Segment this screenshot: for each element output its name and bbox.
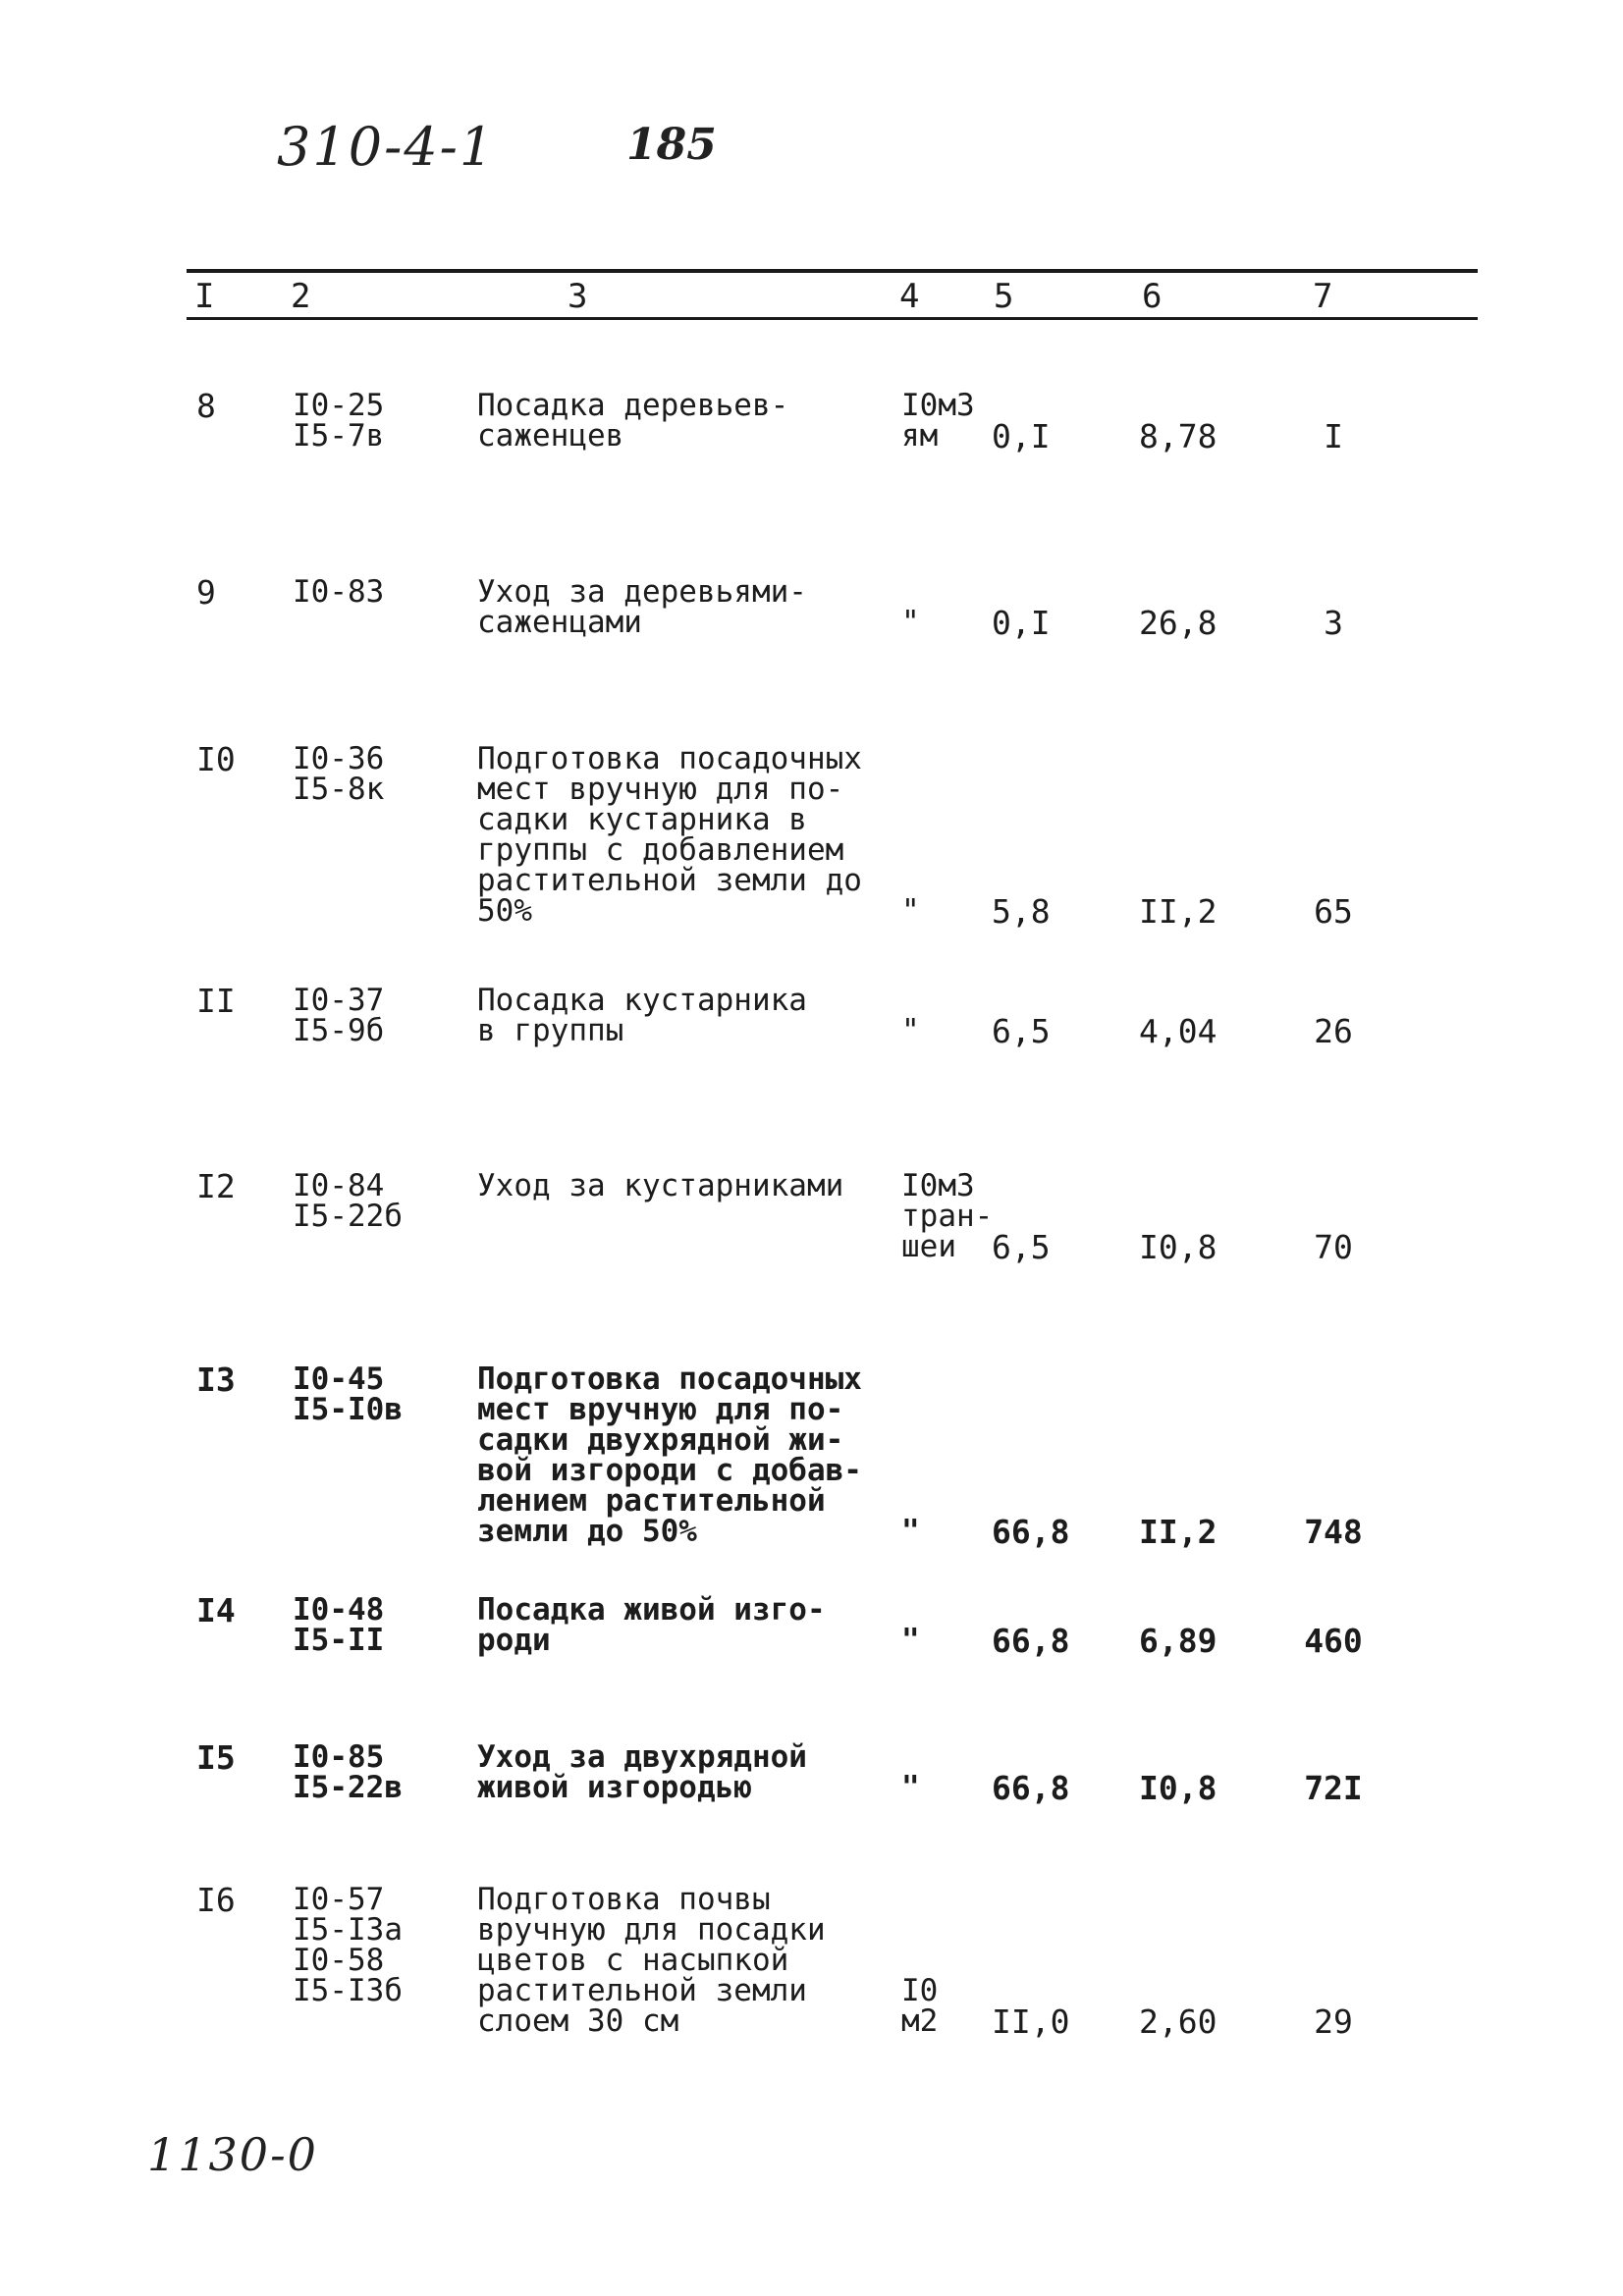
unit-cost-value: 8,78 <box>1139 417 1217 455</box>
work-description: живой изгородью <box>477 1770 752 1805</box>
norm-code: I0-57 <box>293 1882 385 1917</box>
work-description: садки двухрядной жи- <box>477 1422 844 1458</box>
quantity-value: 0,I <box>992 417 1051 455</box>
row-number: 9 <box>196 573 216 612</box>
quantity-value: 66,8 <box>992 1769 1070 1807</box>
row-number: 8 <box>196 387 216 425</box>
work-description: Уход за кустарниками <box>477 1168 844 1203</box>
norm-code: I0-25 <box>293 388 385 423</box>
norm-code: I0-85 <box>293 1739 385 1775</box>
total-cost-value: 748 <box>1304 1513 1363 1551</box>
norm-code: I0-48 <box>293 1592 385 1628</box>
norm-code: I0-84 <box>293 1168 385 1203</box>
work-description: роди <box>477 1623 551 1658</box>
column-header-2: 2 <box>291 277 311 316</box>
total-cost-value: 72I <box>1304 1769 1363 1807</box>
norm-code: I0-83 <box>293 574 385 610</box>
row-number: I0 <box>196 740 236 778</box>
unit-of-measure: " <box>901 1514 920 1549</box>
row-number: II <box>196 982 236 1020</box>
document-series-number: 310-4-1 <box>277 116 496 178</box>
unit-cost-value: I0,8 <box>1139 1769 1217 1807</box>
row-number: I2 <box>196 1167 236 1205</box>
norm-code: I5-I3а <box>293 1912 403 1948</box>
unit-of-measure: " <box>901 605 920 640</box>
work-description: вручную для посадки <box>477 1912 826 1948</box>
norm-code: I5-9б <box>293 1013 385 1048</box>
total-cost-value: 26 <box>1314 1012 1353 1050</box>
total-cost-value: 65 <box>1314 892 1353 931</box>
work-description: саженцев <box>477 418 624 454</box>
total-cost-value: 460 <box>1304 1622 1363 1660</box>
unit-of-measure: шеи <box>901 1229 956 1264</box>
work-description: лением растительной <box>477 1483 826 1519</box>
quantity-value: 5,8 <box>992 892 1051 931</box>
unit-of-measure: " <box>901 893 920 929</box>
norm-code: I5-I3б <box>293 1973 403 2008</box>
work-description: в группы <box>477 1013 624 1048</box>
quantity-value: 6,5 <box>992 1012 1051 1050</box>
work-description: садки кустарника в <box>477 802 807 837</box>
unit-cost-value: 26,8 <box>1139 604 1217 642</box>
norm-code: I5-I0в <box>293 1392 403 1427</box>
unit-of-measure: " <box>901 1770 920 1805</box>
norm-code: I5-22б <box>293 1199 403 1234</box>
norm-code: I0-45 <box>293 1362 385 1397</box>
work-description: группы с добавлением <box>477 832 844 868</box>
work-description: Посадка живой изго- <box>477 1592 826 1628</box>
total-cost-value: 3 <box>1324 604 1343 642</box>
work-description: саженцами <box>477 605 642 640</box>
total-cost-value: 29 <box>1314 2002 1353 2041</box>
row-number: I6 <box>196 1881 236 1919</box>
quantity-value: II,0 <box>992 2002 1070 2041</box>
work-description: мест вручную для по- <box>477 1392 844 1427</box>
unit-of-measure: ям <box>901 418 939 454</box>
unit-of-measure: I0м3 <box>901 1168 975 1203</box>
work-description: земли до 50% <box>477 1514 697 1549</box>
work-description: слоем 30 см <box>477 2003 679 2039</box>
row-number: I4 <box>196 1591 236 1629</box>
norm-code: I0-36 <box>293 741 385 776</box>
column-header-3: 3 <box>568 277 588 316</box>
unit-cost-value: 6,89 <box>1139 1622 1217 1660</box>
work-description: вой изгороди с добав- <box>477 1453 862 1488</box>
total-cost-value: 70 <box>1314 1228 1353 1266</box>
page-number: 185 <box>626 120 717 170</box>
unit-cost-value: 4,04 <box>1139 1012 1217 1050</box>
column-header-4: 4 <box>899 277 920 316</box>
work-description: Подготовка посадочных <box>477 1362 862 1397</box>
work-description: Подготовка посадочных <box>477 741 862 776</box>
column-header-7: 7 <box>1313 277 1333 316</box>
unit-of-measure: " <box>901 1623 920 1658</box>
table-top-rule <box>187 269 1478 273</box>
quantity-value: 0,I <box>992 604 1051 642</box>
quantity-value: 66,8 <box>992 1513 1070 1551</box>
unit-of-measure: тран- <box>901 1199 994 1234</box>
norm-code: I5-7в <box>293 418 385 454</box>
unit-of-measure: м2 <box>901 2003 939 2039</box>
document-archive-code: 1130-0 <box>147 2128 318 2181</box>
row-number: I3 <box>196 1361 236 1399</box>
row-number: I5 <box>196 1738 236 1777</box>
norm-code: I5-8к <box>293 772 385 807</box>
total-cost-value: I <box>1324 417 1343 455</box>
work-description: Подготовка почвы <box>477 1882 771 1917</box>
unit-cost-value: II,2 <box>1139 892 1217 931</box>
unit-cost-value: II,2 <box>1139 1513 1217 1551</box>
norm-code: I0-58 <box>293 1943 385 1978</box>
work-description: Посадка кустарника <box>477 983 807 1018</box>
column-header-5: 5 <box>994 277 1014 316</box>
norm-code: I5-22в <box>293 1770 403 1805</box>
column-header-6: 6 <box>1142 277 1163 316</box>
work-description: мест вручную для по- <box>477 772 844 807</box>
work-description: растительной земли <box>477 1973 807 2008</box>
work-description: растительной земли до <box>477 863 862 898</box>
table-header-rule <box>187 317 1478 320</box>
work-description: Уход за деревьями- <box>477 574 807 610</box>
unit-of-measure: " <box>901 1013 920 1048</box>
quantity-value: 66,8 <box>992 1622 1070 1660</box>
work-description: Уход за двухрядной <box>477 1739 807 1775</box>
work-description: цветов с насыпкой <box>477 1943 789 1978</box>
norm-code: I5-II <box>293 1623 385 1658</box>
work-description: 50% <box>477 893 532 929</box>
norm-code: I0-37 <box>293 983 385 1018</box>
unit-of-measure: I0м3 <box>901 388 975 423</box>
work-description: Посадка деревьев- <box>477 388 789 423</box>
column-header-1: I <box>194 277 215 316</box>
unit-cost-value: I0,8 <box>1139 1228 1217 1266</box>
unit-of-measure: I0 <box>901 1973 939 2008</box>
quantity-value: 6,5 <box>992 1228 1051 1266</box>
unit-cost-value: 2,60 <box>1139 2002 1217 2041</box>
